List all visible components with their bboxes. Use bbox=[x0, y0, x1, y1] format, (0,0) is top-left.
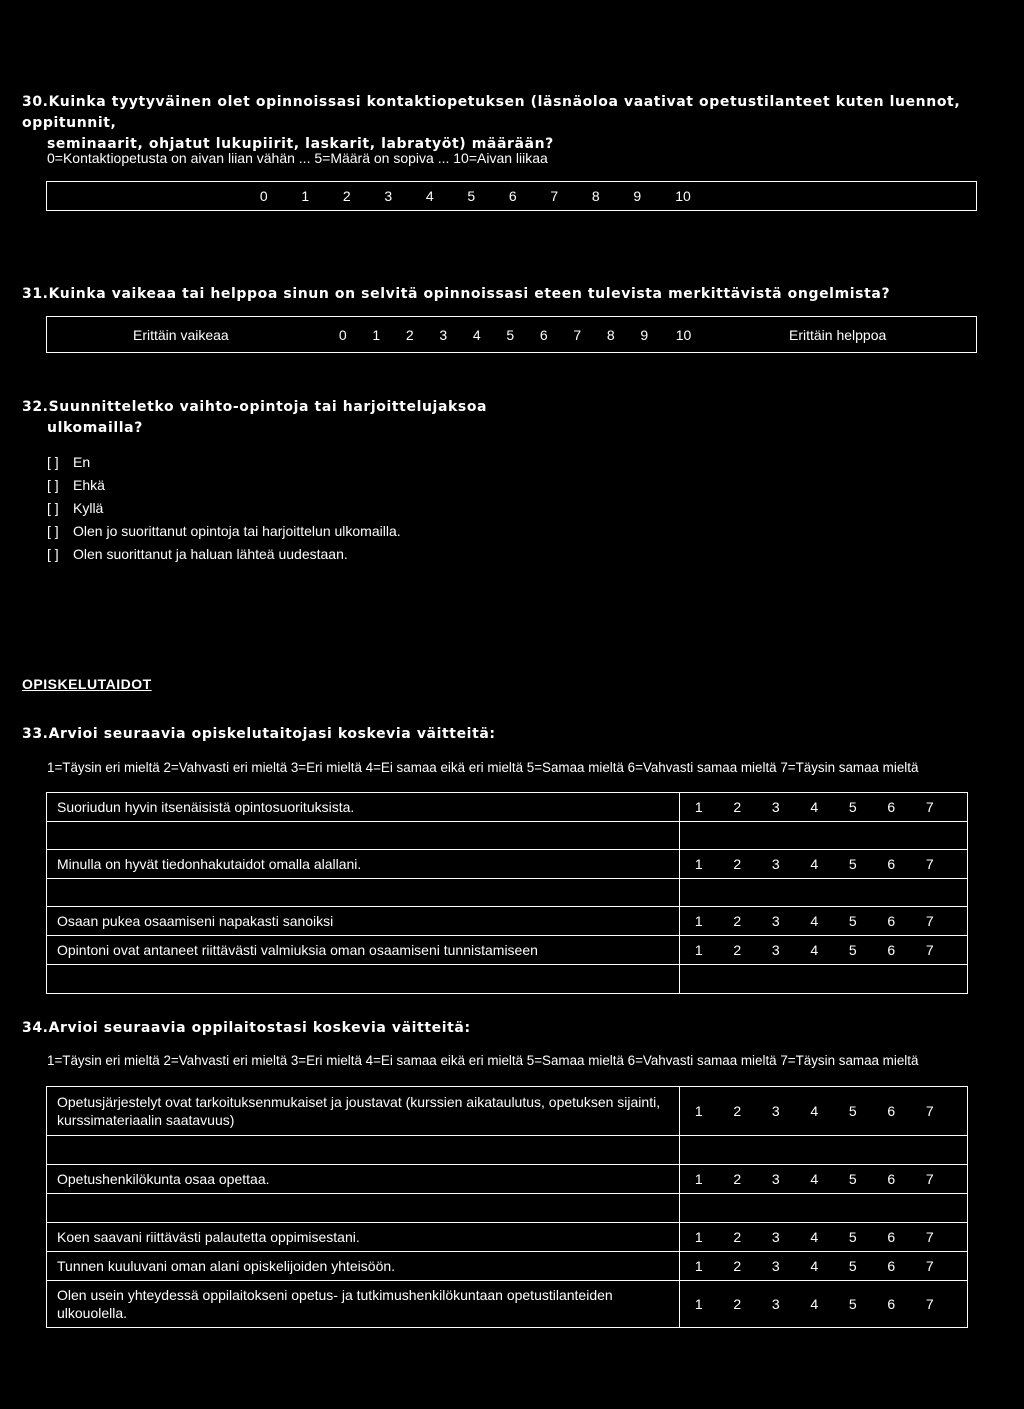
q32-option-label: Kyllä bbox=[73, 499, 104, 516]
q34-row bbox=[47, 1194, 968, 1223]
q31-title bbox=[22, 284, 890, 305]
q34-rating-cell bbox=[679, 1136, 968, 1165]
q34-rating-7[interactable]: 7 bbox=[925, 1103, 934, 1119]
q34-row bbox=[47, 1165, 968, 1194]
q31-scale-option-8[interactable]: 8 bbox=[606, 326, 615, 343]
q33-rating-5[interactable]: 5 bbox=[848, 799, 857, 815]
q34-title-text: Arvioi seuraavia oppilaitostasi koskevia väitteitä: bbox=[48, 1020, 471, 1036]
q34-statement bbox=[47, 1136, 680, 1165]
q34-statement: Tunnen kuuluvani oman alani opiskelijoiden yhteisöön. bbox=[47, 1252, 680, 1281]
q32-option-label: Ehkä bbox=[73, 476, 105, 493]
q32-checkbox[interactable]: [ ] bbox=[47, 545, 59, 562]
q31-scale-option-0[interactable]: 0 bbox=[338, 326, 347, 343]
q33-rating-6[interactable]: 6 bbox=[887, 856, 896, 872]
q31-scale-option-5[interactable]: 5 bbox=[506, 326, 515, 343]
q34-rating-7[interactable]: 7 bbox=[925, 1171, 934, 1187]
q31-scale-box bbox=[46, 316, 977, 353]
q33-statement bbox=[47, 822, 680, 850]
q33-rating-1[interactable]: 1 bbox=[694, 942, 703, 958]
q33-rating-7[interactable]: 7 bbox=[925, 856, 934, 872]
q34-rating-3[interactable]: 3 bbox=[771, 1103, 780, 1119]
q34-rating-cell bbox=[679, 1252, 968, 1281]
q33-rating-cell bbox=[679, 965, 968, 994]
q33-rating-4[interactable]: 4 bbox=[810, 942, 819, 958]
q33-rating-cell bbox=[679, 793, 968, 822]
q34-rating-5[interactable]: 5 bbox=[848, 1258, 857, 1274]
q33-row bbox=[47, 793, 968, 822]
q31-scale-option-6[interactable]: 6 bbox=[539, 326, 548, 343]
q34-rating-cell bbox=[679, 1087, 968, 1136]
q33-rating-6[interactable]: 6 bbox=[887, 799, 896, 815]
q34-rating-4[interactable]: 4 bbox=[810, 1171, 819, 1187]
q33-rating-3[interactable]: 3 bbox=[771, 799, 780, 815]
q32-checkbox[interactable]: [ ] bbox=[47, 453, 59, 470]
q30-number: 30. bbox=[22, 94, 49, 110]
q32-option[interactable] bbox=[47, 450, 401, 473]
q34-rating-2[interactable]: 2 bbox=[733, 1296, 742, 1312]
q33-rating-4[interactable]: 4 bbox=[810, 799, 819, 815]
q33-title-text: Arvioi seuraavia opiskelutaitojasi koskevia väitteitä: bbox=[48, 726, 496, 742]
q31-scale-option-10[interactable]: 10 bbox=[675, 326, 692, 343]
q34-rating-1[interactable]: 1 bbox=[694, 1171, 703, 1187]
section-heading: OPISKELUTAIDOT bbox=[22, 676, 152, 692]
q34-rating-cell bbox=[679, 1223, 968, 1252]
q33-rating-4[interactable]: 4 bbox=[810, 913, 819, 929]
q34-rating-7[interactable]: 7 bbox=[925, 1258, 934, 1274]
q32-option-label: En bbox=[73, 453, 91, 470]
q33-table bbox=[46, 792, 968, 994]
q34-row bbox=[47, 1281, 968, 1328]
q34-rating-7[interactable]: 7 bbox=[925, 1296, 934, 1312]
q34-rating-6[interactable]: 6 bbox=[887, 1296, 896, 1312]
q30-scale-option-9[interactable]: 9 bbox=[633, 188, 642, 204]
q33-statement: Minulla on hyvät tiedonhakutaidot omalla alallani. bbox=[47, 850, 680, 879]
q30-title-line2: seminaarit, ohjatut lukupiirit, laskarit, labratyöt) määrään? bbox=[47, 136, 554, 152]
q33-rating-7[interactable]: 7 bbox=[925, 799, 934, 815]
q33-rating-2[interactable]: 2 bbox=[733, 913, 742, 929]
q34-statement: Koen saavani riittävästi palautetta oppimisestani. bbox=[47, 1223, 680, 1252]
q34-rating-7[interactable]: 7 bbox=[925, 1229, 934, 1245]
q34-rating-5[interactable]: 5 bbox=[848, 1103, 857, 1119]
q33-statement bbox=[47, 965, 680, 994]
q34-statement: Olen usein yhteydessä oppilaitokseni opetus- ja tutkimushenkilökuntaan opetustilanteiden ulkouolella. bbox=[47, 1281, 680, 1328]
q33-rating-5[interactable]: 5 bbox=[848, 913, 857, 929]
q32-checkbox[interactable]: [ ] bbox=[47, 522, 59, 539]
q33-row bbox=[47, 965, 968, 994]
q33-rating-2[interactable]: 2 bbox=[733, 799, 742, 815]
q30-scale-box bbox=[46, 181, 977, 211]
q34-rating-5[interactable]: 5 bbox=[848, 1296, 857, 1312]
q31-scale-option-3[interactable]: 3 bbox=[439, 326, 448, 343]
q34-rating-2[interactable]: 2 bbox=[733, 1229, 742, 1245]
q34-rating-6[interactable]: 6 bbox=[887, 1258, 896, 1274]
q33-row bbox=[47, 879, 968, 907]
q32-option-label: Olen jo suorittanut opintoja tai harjoittelun ulkomailla. bbox=[73, 522, 401, 539]
q34-legend: 1=Täysin eri mieltä 2=Vahvasti eri mieltä 3=Eri mieltä 4=Ei samaa eikä eri mieltä 5=Samaa mieltä 6=Vahvasti samaa mieltä 7=Täysin samaa mieltä bbox=[47, 1053, 919, 1068]
q33-title bbox=[22, 724, 496, 745]
q31-scale-option-2[interactable]: 2 bbox=[405, 326, 414, 343]
q34-row bbox=[47, 1223, 968, 1252]
q34-rating-6[interactable]: 6 bbox=[887, 1171, 896, 1187]
q33-rating-1[interactable]: 1 bbox=[694, 913, 703, 929]
q33-number: 33. bbox=[22, 726, 49, 742]
q33-statement: Suoriudun hyvin itsenäisistä opintosuorituksista. bbox=[47, 793, 680, 822]
q32-title-line2: ulkomailla? bbox=[47, 420, 143, 436]
q30-scale-option-1[interactable]: 1 bbox=[301, 188, 310, 204]
q31-scale-option-1[interactable]: 1 bbox=[372, 326, 381, 343]
q34-table bbox=[46, 1086, 968, 1328]
q30-scale-option-2[interactable]: 2 bbox=[342, 188, 351, 204]
q34-rating-4[interactable]: 4 bbox=[810, 1103, 819, 1119]
q32-option[interactable] bbox=[47, 519, 401, 542]
q32-number: 32. bbox=[22, 399, 49, 415]
q34-rating-4[interactable]: 4 bbox=[810, 1258, 819, 1274]
q34-rating-1[interactable]: 1 bbox=[694, 1229, 703, 1245]
q34-rating-cell bbox=[679, 1194, 968, 1223]
q34-rating-2[interactable]: 2 bbox=[733, 1103, 742, 1119]
q33-legend: 1=Täysin eri mieltä 2=Vahvasti eri mieltä 3=Eri mieltä 4=Ei samaa eikä eri mieltä 5=Samaa mieltä 6=Vahvasti samaa mieltä 7=Täysin samaa mieltä bbox=[47, 760, 919, 775]
q33-statement: Opintoni ovat antaneet riittävästi valmiuksia oman osaamiseni tunnistamiseen bbox=[47, 936, 680, 965]
q33-rating-3[interactable]: 3 bbox=[771, 856, 780, 872]
q32-option[interactable] bbox=[47, 473, 401, 496]
q34-rating-3[interactable]: 3 bbox=[771, 1258, 780, 1274]
q32-option[interactable] bbox=[47, 496, 401, 519]
q32-checkbox[interactable]: [ ] bbox=[47, 499, 59, 516]
q33-rating-5[interactable]: 5 bbox=[848, 856, 857, 872]
q33-rating-3[interactable]: 3 bbox=[771, 913, 780, 929]
q32-checkbox[interactable]: [ ] bbox=[47, 476, 59, 493]
q30-scale-option-8[interactable]: 8 bbox=[591, 188, 600, 204]
q33-rating-cell bbox=[679, 822, 968, 850]
q30-title bbox=[22, 92, 1002, 155]
q33-rating-4[interactable]: 4 bbox=[810, 856, 819, 872]
q32-option-label: Olen suorittanut ja haluan lähteä uudestaan. bbox=[73, 545, 348, 562]
q33-statement bbox=[47, 879, 680, 907]
q33-statement: Osaan pukea osaamiseni napakasti sanoiksi bbox=[47, 907, 680, 936]
q31-right-label: Erittäin helppoa bbox=[789, 326, 887, 343]
q34-rating-3[interactable]: 3 bbox=[771, 1296, 780, 1312]
q34-rating-2[interactable]: 2 bbox=[733, 1258, 742, 1274]
q31-scale-option-9[interactable]: 9 bbox=[640, 326, 649, 343]
q32-title bbox=[22, 397, 487, 439]
q34-rating-3[interactable]: 3 bbox=[771, 1229, 780, 1245]
q30-title-line1: Kuinka tyytyväinen olet opinnoissasi kontaktiopetuksen (läsnäoloa vaativat opetustilanteet kuten luennot, oppitunnit, bbox=[22, 94, 961, 131]
q32-options bbox=[47, 450, 401, 565]
q33-rating-1[interactable]: 1 bbox=[694, 799, 703, 815]
q30-scale-option-4[interactable]: 4 bbox=[425, 188, 434, 204]
q34-row bbox=[47, 1252, 968, 1281]
q30-scale-option-7[interactable]: 7 bbox=[550, 188, 559, 204]
q34-rating-2[interactable]: 2 bbox=[733, 1171, 742, 1187]
q30-scale-option-0[interactable]: 0 bbox=[259, 188, 268, 204]
q34-rating-1[interactable]: 1 bbox=[694, 1296, 703, 1312]
q34-rating-4[interactable]: 4 bbox=[810, 1296, 819, 1312]
q34-rating-3[interactable]: 3 bbox=[771, 1171, 780, 1187]
q33-rating-6[interactable]: 6 bbox=[887, 942, 896, 958]
q33-row bbox=[47, 907, 968, 936]
q33-row bbox=[47, 822, 968, 850]
q33-rating-cell bbox=[679, 850, 968, 879]
q30-scale-option-10[interactable]: 10 bbox=[675, 188, 691, 204]
q30-scale-option-6[interactable]: 6 bbox=[508, 188, 517, 204]
q33-rating-1[interactable]: 1 bbox=[694, 856, 703, 872]
q34-rating-6[interactable]: 6 bbox=[887, 1103, 896, 1119]
q33-rating-2[interactable]: 2 bbox=[733, 942, 742, 958]
q33-rating-5[interactable]: 5 bbox=[848, 942, 857, 958]
q30-scale-option-5[interactable]: 5 bbox=[467, 188, 476, 204]
q34-rating-4[interactable]: 4 bbox=[810, 1229, 819, 1245]
q33-rating-3[interactable]: 3 bbox=[771, 942, 780, 958]
q34-rating-cell bbox=[679, 1165, 968, 1194]
q32-title-line1: Suunnitteletko vaihto-opintoja tai harjoittelujaksoa bbox=[48, 399, 488, 415]
q30-hint: 0=Kontaktiopetusta on aivan liian vähän ... 5=Määrä on sopiva ... 10=Aivan liikaa bbox=[47, 150, 548, 166]
q34-statement bbox=[47, 1194, 680, 1223]
q31-number: 31. bbox=[22, 286, 49, 302]
q30-scale bbox=[243, 188, 708, 204]
q34-rating-1[interactable]: 1 bbox=[694, 1258, 703, 1274]
q34-rating-1[interactable]: 1 bbox=[694, 1103, 703, 1119]
q31-scale bbox=[326, 327, 706, 343]
q31-left-label: Erittäin vaikeaa bbox=[133, 326, 229, 343]
q34-title bbox=[22, 1018, 471, 1039]
q34-rating-5[interactable]: 5 bbox=[848, 1229, 857, 1245]
q34-statement: Opetushenkilökunta osaa opettaa. bbox=[47, 1165, 680, 1194]
q34-row bbox=[47, 1136, 968, 1165]
q34-statement: Opetusjärjestelyt ovat tarkoituksenmukaiset ja joustavat (kurssien aikataulutus, opetuksen sijainti, kurssimateriaalin saatavuus) bbox=[47, 1087, 680, 1136]
q33-rating-cell bbox=[679, 879, 968, 907]
q34-row bbox=[47, 1087, 968, 1136]
q32-option[interactable] bbox=[47, 542, 401, 565]
q33-row bbox=[47, 936, 968, 965]
q33-rating-7[interactable]: 7 bbox=[925, 942, 934, 958]
q31-title-text: Kuinka vaikeaa tai helppoa sinun on selvitä opinnoissasi eteen tulevista merkittävistä ongelmista? bbox=[48, 286, 891, 302]
q34-number: 34. bbox=[22, 1020, 49, 1036]
q33-rating-7[interactable]: 7 bbox=[925, 913, 934, 929]
q33-row bbox=[47, 850, 968, 879]
q34-rating-5[interactable]: 5 bbox=[848, 1171, 857, 1187]
q33-rating-cell bbox=[679, 936, 968, 965]
q34-rating-cell bbox=[679, 1281, 968, 1328]
q33-rating-2[interactable]: 2 bbox=[733, 856, 742, 872]
q31-scale-option-7[interactable]: 7 bbox=[573, 326, 582, 343]
q31-scale-option-4[interactable]: 4 bbox=[472, 326, 481, 343]
q30-scale-option-3[interactable]: 3 bbox=[384, 188, 393, 204]
q34-rating-6[interactable]: 6 bbox=[887, 1229, 896, 1245]
q33-rating-cell bbox=[679, 907, 968, 936]
q33-rating-6[interactable]: 6 bbox=[887, 913, 896, 929]
